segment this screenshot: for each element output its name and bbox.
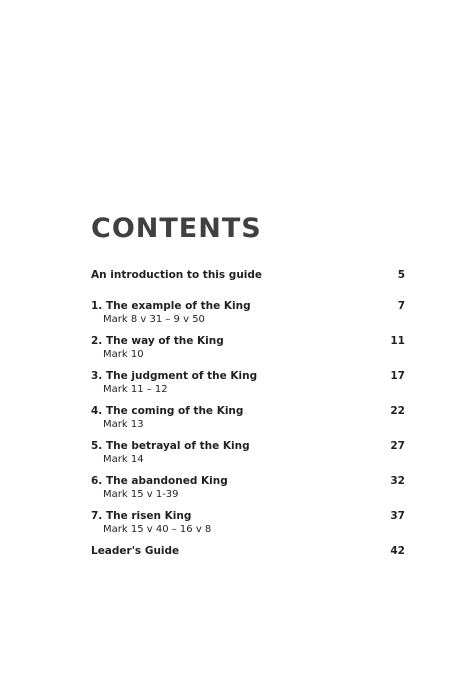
toc-entry-page-number: 22 [390,405,405,417]
toc-entry-passage: Mark 14 [103,454,144,465]
toc-entry-session-1 [91,300,405,326]
toc-entry-session-6 [91,475,405,501]
toc-entry-page-number: 37 [390,510,405,522]
toc-entry-session-7 [91,510,405,536]
toc-entry-page-number: 17 [390,370,405,382]
toc-entry-page-number: 5 [397,269,405,281]
toc-entry-passage: Mark 13 [103,419,144,430]
toc-entry-page-number: 42 [390,545,405,557]
toc-entry-page-number: 11 [390,335,405,347]
toc-entry-page-number: 7 [397,300,405,312]
toc-entry-title: 1. The example of the King [91,300,251,312]
toc-entry-introduction [91,269,405,282]
toc-entry-passage: Mark 10 [103,349,144,360]
toc-entry-passage: Mark 15 v 40 – 16 v 8 [103,524,212,535]
toc-entry-passage: Mark 15 v 1-39 [103,489,179,500]
toc-entry-session-2 [91,335,405,361]
toc-entry-title: Leader's Guide [91,545,180,557]
toc-entry-title: 4. The coming of the King [91,405,244,417]
toc-entry-title: 3. The judgment of the King [91,370,258,382]
toc-entry-passage: Mark 8 v 31 – 9 v 50 [103,314,205,325]
toc-entry-leaders-guide [91,545,405,558]
toc-entry-title: 6. The abandoned King [91,475,228,487]
toc-entry-title: 7. The risen King [91,510,192,522]
toc-entry-title: 5. The betrayal of the King [91,440,250,452]
toc-entry-passage: Mark 11 – 12 [103,384,168,395]
toc-entry-title: 2. The way of the King [91,335,224,347]
toc-entry-session-5 [91,440,405,466]
toc-entry-session-4 [91,405,405,431]
toc-entry-session-3 [91,370,405,396]
toc-entry-title: An introduction to this guide [91,269,263,281]
toc-entry-page-number: 27 [390,440,405,452]
page-title: CONTENTS [91,213,262,244]
toc-entry-page-number: 32 [390,475,405,487]
